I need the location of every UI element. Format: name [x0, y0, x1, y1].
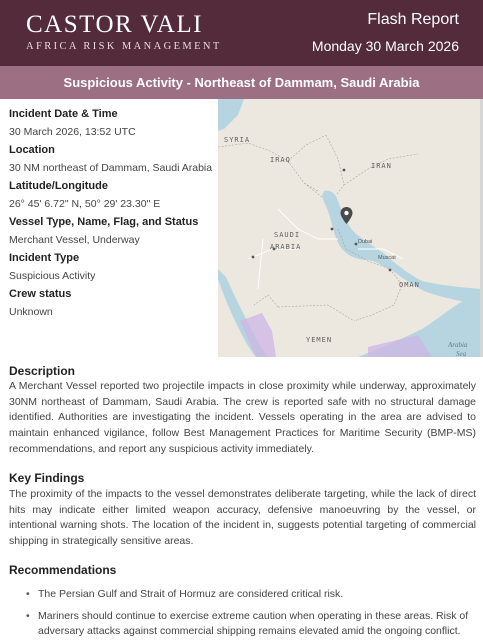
city-dot-muscat: [389, 269, 392, 272]
vessel-value: Merchant Vessel, Underway: [9, 234, 140, 246]
list-item: • The Persian Gulf and Strait of Hormuz are considered critical risk.: [26, 587, 476, 603]
list-item: • Mariners should continue to exercise extreme caution when operating in these areas. Risk of adversary attacks against commercial shipping remains elevated amid the ongoing conflict.: [26, 609, 476, 640]
map-label-iran: IRAN: [371, 162, 392, 170]
map-label-oman: OMAN: [399, 281, 420, 289]
map-label-arabia: ARABIA: [270, 243, 302, 251]
city-dot-dubai: [355, 243, 358, 246]
description-title: Description: [9, 364, 76, 378]
key-findings-title: Key Findings: [9, 471, 85, 485]
city-dot-basra: [343, 169, 346, 172]
incident-datetime-value: 30 March 2026, 13:52 UTC: [9, 126, 136, 138]
lat-long-label: Latitude/Longitude: [9, 180, 108, 192]
city-dot-doha: [331, 228, 334, 231]
location-value: 30 NM northeast of Dammam, Saudi Arabia: [9, 162, 213, 174]
map-label-muscat: Muscat: [378, 255, 396, 261]
incident-type-label: Incident Type: [9, 252, 80, 264]
brand-tagline: AFRICA RISK MANAGEMENT: [26, 41, 222, 52]
map-svg: [218, 99, 481, 357]
brand-logo-text: CASTOR VALI: [26, 11, 203, 38]
recommendations-list: [26, 587, 476, 640]
lat-long-value: 26° 45' 6.72" N, 50° 29' 23.30" E: [9, 198, 161, 210]
incident-type-value: Suspicious Activity: [9, 270, 96, 282]
city-dot-medina: [252, 256, 255, 259]
map-label-yemen: YEMEN: [306, 336, 333, 344]
report-header: [0, 0, 483, 66]
map-label-iraq: IRAQ: [270, 156, 291, 164]
incident-title-bar: Suspicious Activity - Northeast of Dammam, Saudi Arabia: [0, 66, 483, 99]
map-label-saudi: SAUDI: [274, 231, 301, 239]
map-label-arabian: Arabia: [448, 341, 468, 349]
crew-status-value: Unknown: [9, 306, 53, 318]
map-label-sea: Sea: [456, 350, 467, 357]
vessel-label: Vessel Type, Name, Flag, and Status: [9, 216, 199, 228]
report-type: Flash Report: [367, 11, 459, 28]
incident-map[interactable]: [218, 99, 481, 357]
key-findings-text: The proximity of the impacts to the vessel demonstrates deliberate targeting, while the lack of direct hits may indicate either limited weapon accuracy, defensive manoeuvring by the vessel, or intentional warning shots. The location of the incident in, suggests potential targeting of commercial shipping in strategically sensitive areas.: [9, 488, 476, 548]
recommendations-title: Recommendations: [9, 563, 117, 577]
crew-status-label: Crew status: [9, 288, 72, 300]
description-text: A Merchant Vessel reported two projectile impacts in close proximity while underway, approximately 30NM northeast of Dammam, Saudi Arabia. The crew is reported safe with no structural damage identified. Authorities are investigating the incident. Vessels operating in the area are advised to maintain enhanced vigilance, follow Best Management Practices for Maritime Security (BMP-MS) recommendations, and report any suspicious activity immediately.: [9, 380, 476, 455]
map-label-syria: SYRIA: [224, 136, 251, 144]
report-date: Monday 30 March 2026: [311, 38, 459, 54]
location-label: Location: [9, 144, 55, 156]
map-label-dubai: Dubai: [358, 239, 373, 245]
incident-datetime-label: Incident Date & Time: [9, 108, 118, 120]
incident-details: [9, 106, 214, 322]
